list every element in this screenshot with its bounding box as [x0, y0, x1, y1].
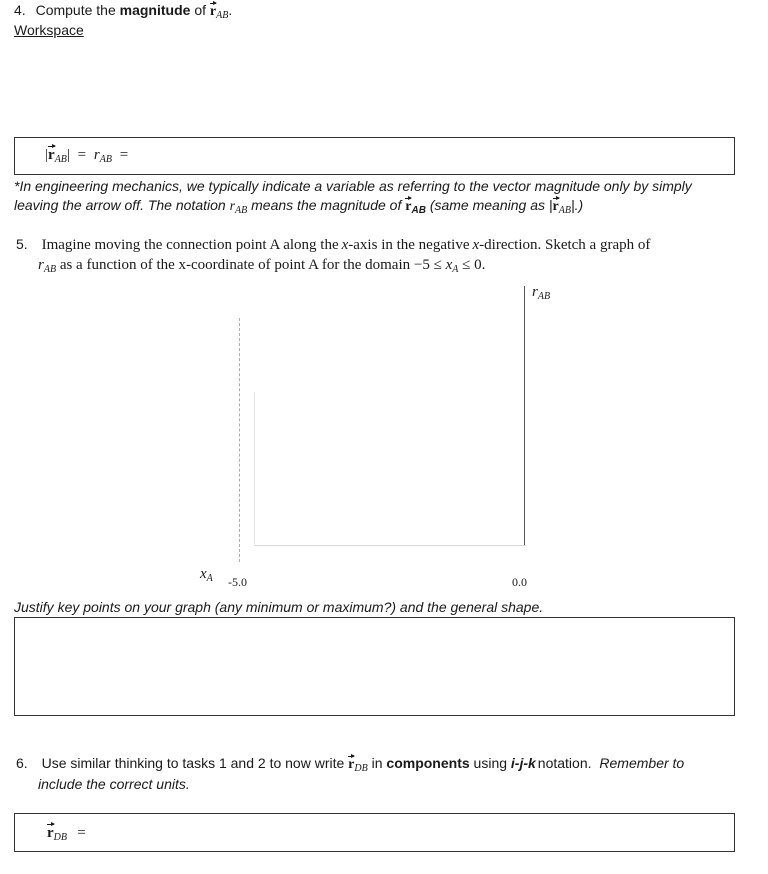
box1-vector-sub: AB [54, 154, 67, 165]
q6-text-ijk: i-j-k [510, 755, 536, 771]
q5-number: 5. [16, 236, 28, 252]
note-line2-pre: leaving the arrow off. The notation [14, 197, 226, 213]
note-vector2-r: r [552, 199, 559, 214]
q5-x1: x [341, 237, 349, 253]
q4-vector-r: r [209, 4, 217, 19]
x-axis-line [254, 545, 526, 546]
rdb-equation [47, 824, 86, 842]
q5-x2: x [472, 237, 480, 253]
q6-vector-r: r [348, 757, 355, 772]
q6-text-post: notation. [537, 755, 592, 771]
q5-line1-post: -direction. Sketch a graph of [479, 237, 651, 253]
magnitude-answer-box[interactable] [14, 137, 735, 175]
rdb-answer-box[interactable] [14, 813, 735, 852]
q5-line1-mid: -axis in the negative [348, 237, 470, 253]
note-bar-end: |.) [570, 197, 584, 213]
x-min-dashed-line [239, 318, 240, 562]
graph-area[interactable] [190, 284, 570, 590]
q6-line-2: include the correct units. [38, 776, 190, 792]
magnitude-equation [45, 147, 128, 164]
q6-text-pre: Use similar thinking to tasks 1 and 2 to now write [41, 755, 345, 771]
q4-vector-sub: AB [216, 10, 229, 21]
y-axis-label-r: r [532, 284, 538, 300]
q4-period: . [228, 2, 233, 18]
note-line-2 [14, 197, 583, 215]
note-bar: | [548, 197, 553, 213]
equals-1: = [77, 147, 87, 163]
q4-number: 4. [14, 2, 26, 18]
box3-vector-r: r [47, 825, 54, 841]
q6-vector-sub: DB [354, 763, 368, 774]
box3-equals: = [77, 825, 86, 841]
justify-prompt: Justify key points on your graph (any minimum or maximum?) and the general shape. [14, 599, 544, 615]
note-vector2-sub: AB [558, 205, 571, 216]
abs-bar-right: | [66, 147, 70, 163]
q5-line1-pre: Imagine moving the connection point A along the [41, 237, 339, 253]
note-scalar-sub: AB [235, 205, 248, 216]
equals-2: = [119, 147, 129, 163]
q6-text-mid2: using [473, 755, 508, 771]
y-axis-label-sub: AB [537, 291, 551, 302]
q4-text-bold: magnitude [119, 2, 191, 18]
x-axis-label-sub: A [206, 573, 213, 584]
q4-heading [14, 2, 232, 20]
workspace-label: Workspace [14, 22, 84, 38]
q6-text-italic: Remember to [599, 755, 685, 771]
q5-domain-var: x [445, 257, 453, 273]
q5-domain-hi: ≤ 0. [462, 257, 486, 273]
x-max-tick-label: 0.0 [512, 575, 527, 589]
inner-guide-line [254, 392, 255, 546]
y-axis-line [524, 286, 525, 546]
q6-text-mid: in [371, 755, 383, 771]
q5-domain-lo: −5 ≤ [413, 257, 442, 273]
q5-line2-mid: as a function of the x-coordinate of point A for the domain [59, 257, 411, 273]
box3-vector-sub: DB [53, 832, 68, 843]
q4-text-pre: Compute the [35, 2, 116, 18]
note-vector-r: r [405, 199, 412, 214]
box1-vector-r: r [48, 147, 55, 163]
q6-text-bold: components [386, 755, 470, 771]
justify-answer-box[interactable] [14, 617, 735, 716]
box1-scalar-sub: AB [99, 154, 112, 165]
y-axis-label [532, 284, 550, 301]
q4-text-post: of [194, 2, 206, 18]
q5-line-1 [16, 236, 650, 254]
q6-line-1 [16, 755, 684, 773]
box1-scalar-r: r [93, 147, 100, 163]
x-axis-label-x: x [200, 566, 207, 582]
x-min-tick-label: -5.0 [228, 575, 247, 589]
q5-scalar-r: r [38, 257, 44, 273]
note-vector-sub: AB [411, 205, 426, 216]
x-axis-label [200, 566, 213, 583]
abs-bar-left: | [45, 147, 49, 163]
q6-number: 6. [16, 755, 28, 771]
q5-scalar-sub: AB [43, 264, 57, 275]
note-line2-mid: means the magnitude of [251, 197, 402, 213]
q5-line-2 [38, 257, 485, 274]
q5-domain-var-sub: A [452, 264, 459, 275]
note-line2-post: (same meaning as [429, 197, 545, 213]
note-scalar-r: r [229, 199, 236, 214]
note-line-1: *In engineering mechanics, we typically indicate a variable as referring to the vector magnitude only by simply [14, 178, 692, 194]
